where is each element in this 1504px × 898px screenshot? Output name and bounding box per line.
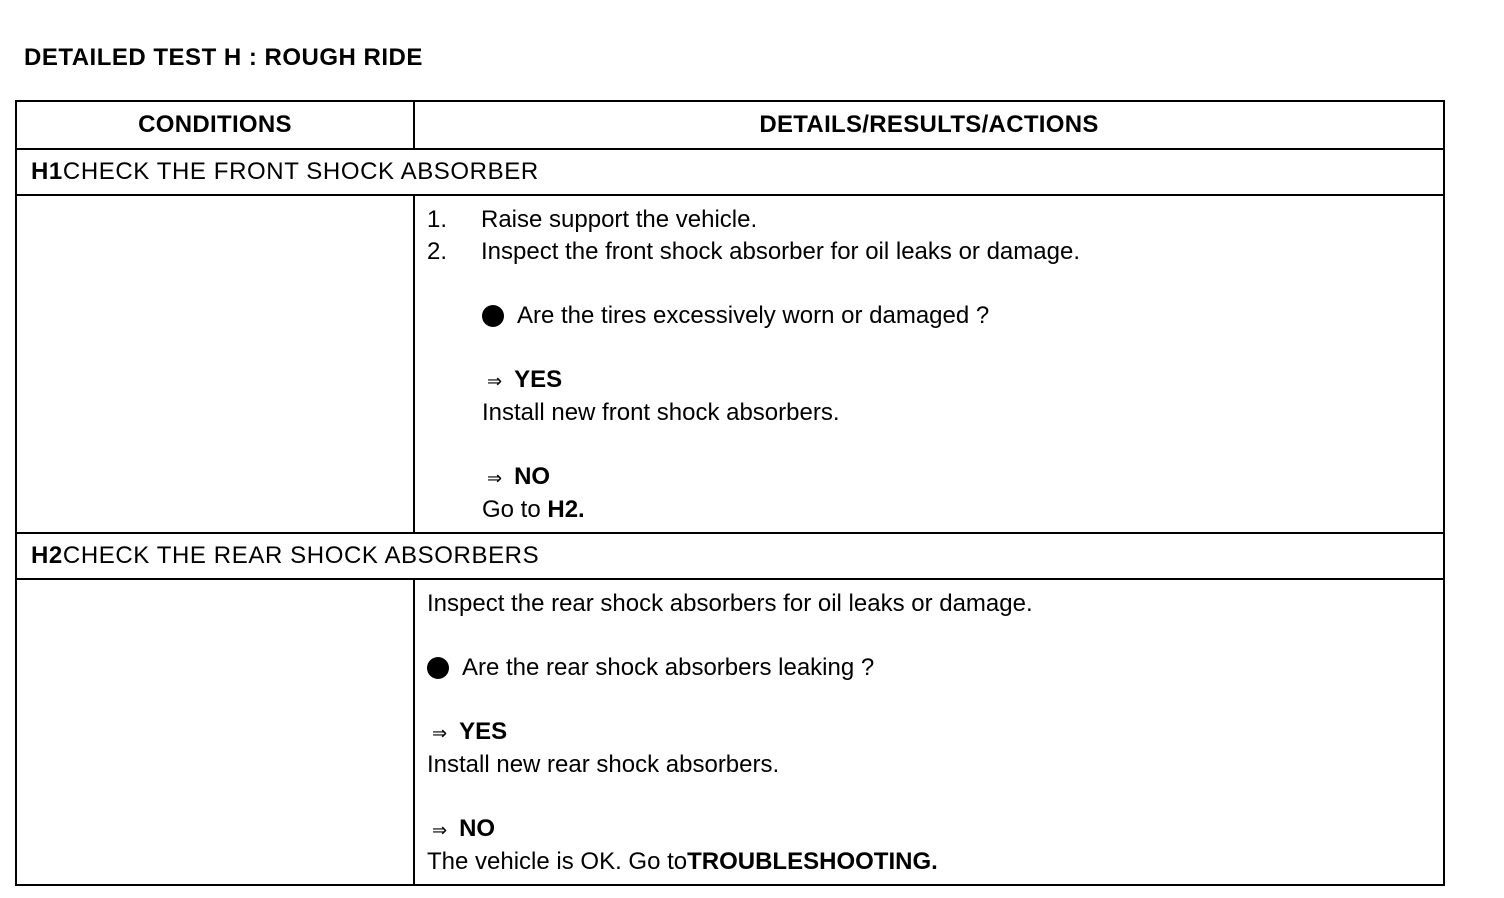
section-h1-body (16, 195, 1444, 533)
answer-no (482, 461, 1431, 494)
answer-no-action-prefix: Go to (482, 496, 548, 523)
answer-yes (427, 716, 1431, 749)
section-h1-conditions-cell (16, 195, 414, 533)
section-h2-heading (16, 533, 1444, 579)
arrow-right-icon: ⇒ (432, 820, 448, 840)
section-h2-details-cell (414, 579, 1444, 885)
section-h2-body (16, 579, 1444, 885)
question-text: Are the tires excessively worn or damaged ? (517, 302, 990, 329)
answer-no-action-ref: H2. (547, 496, 585, 523)
answer-yes-label: YES (514, 366, 563, 393)
step-item (427, 236, 1431, 268)
section-h2-title: CHECK THE REAR SHOCK ABSORBERS (62, 542, 540, 569)
section-h1-heading (16, 149, 1444, 195)
section-h1-row (16, 149, 1444, 195)
answer-no-action (482, 494, 1431, 526)
header-conditions: CONDITIONS (16, 101, 414, 149)
question-text: Are the rear shock absorbers leaking ? (462, 654, 875, 681)
step-item (427, 204, 1431, 236)
answer-yes-label: YES (459, 718, 508, 745)
question-line (427, 652, 1431, 684)
arrow-right-icon: ⇒ (487, 468, 503, 488)
answer-no (427, 813, 1431, 846)
arrow-right-icon: ⇒ (487, 371, 503, 391)
document-title: DETAILED TEST H : ROUGH RIDE (24, 44, 423, 71)
section-h2-id: H2 (31, 542, 63, 569)
arrow-right-icon: ⇒ (432, 723, 448, 743)
header-details: DETAILS/RESULTS/ACTIONS (414, 101, 1444, 149)
answer-no-action (427, 846, 1431, 878)
bullet-icon (482, 305, 504, 327)
step-text: Inspect the front shock absorber for oil leaks or damage. (481, 238, 1080, 265)
bullet-icon (427, 657, 449, 679)
section-h2-intro: Inspect the rear shock absorbers for oil leaks or damage. (427, 590, 1033, 617)
section-h1-id: H1 (31, 158, 63, 185)
section-h2-conditions-cell (16, 579, 414, 885)
diagnostic-table (15, 100, 1445, 886)
section-h1-title: CHECK THE FRONT SHOCK ABSORBER (62, 158, 539, 185)
section-h2-row (16, 533, 1444, 579)
answer-no-label: NO (514, 463, 551, 490)
answer-no-action-prefix: The vehicle is OK. Go to (427, 848, 688, 875)
step-text: Raise support the vehicle. (481, 206, 758, 233)
answer-no-action-ref: TROUBLESHOOTING. (687, 848, 938, 875)
header-row (16, 101, 1444, 149)
answer-yes-action: Install new front shock absorbers. (482, 399, 840, 426)
question-line (482, 300, 1431, 332)
answer-no-label: NO (459, 815, 496, 842)
step-number: 1. (427, 206, 448, 233)
section-h1-details-cell (414, 195, 1444, 533)
answer-yes-action: Install new rear shock absorbers. (427, 751, 780, 778)
answer-yes (482, 364, 1431, 397)
step-number: 2. (427, 238, 448, 265)
